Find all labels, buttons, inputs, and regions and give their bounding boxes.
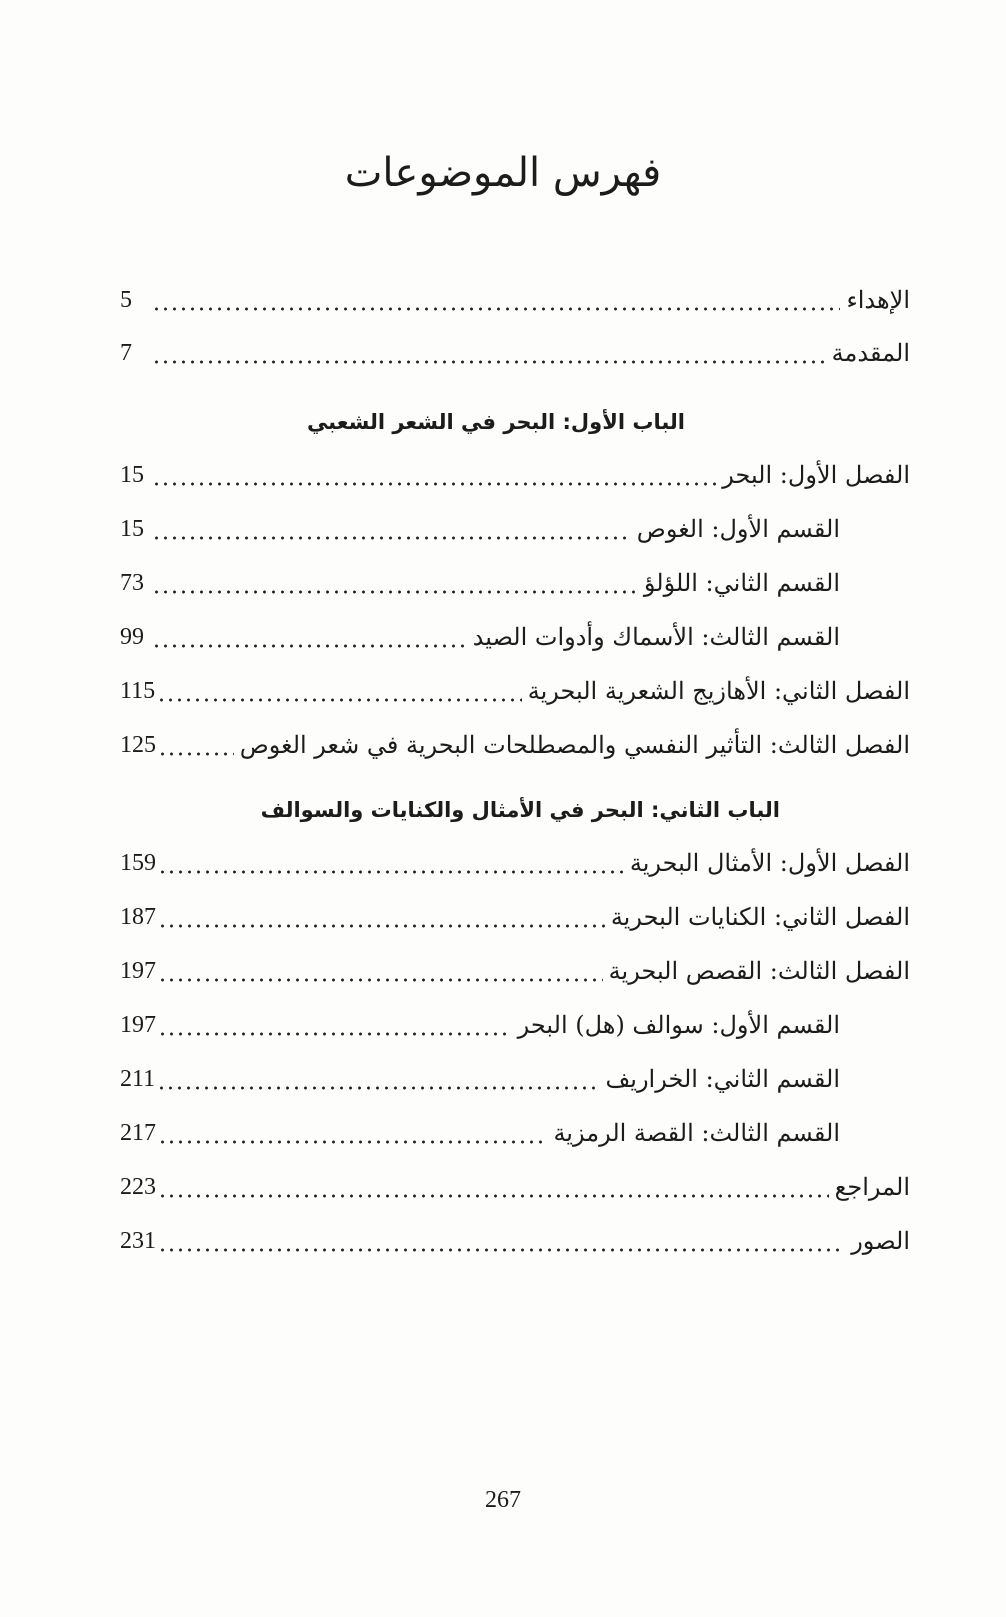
dot-leader bbox=[152, 461, 716, 487]
toc-entry-introduction bbox=[120, 333, 910, 373]
toc-entry-label: القسم الأول: الغوص bbox=[636, 515, 840, 543]
dot-leader bbox=[152, 515, 631, 541]
toc-entry bbox=[120, 951, 910, 991]
dot-leader bbox=[158, 1119, 547, 1145]
toc-entry-page: 231 bbox=[120, 1228, 156, 1254]
toc-entry-label: الفصل الأول: الأمثال البحرية bbox=[629, 849, 910, 877]
dot-leader bbox=[158, 1173, 829, 1199]
toc-entry-label: الإهداء bbox=[846, 286, 910, 314]
toc-entry bbox=[120, 843, 910, 883]
toc-entry-page: 197 bbox=[120, 1012, 156, 1038]
toc-entry-page: 187 bbox=[120, 904, 156, 930]
toc-entry-page: 197 bbox=[120, 958, 156, 984]
toc-entry-label: القسم الثالث: القصة الرمزية bbox=[553, 1119, 840, 1147]
toc-entry-label: الفصل الثالث: القصص البحرية bbox=[608, 957, 910, 985]
dot-leader bbox=[158, 957, 603, 983]
part-one-heading: الباب الأول: البحر في الشعر الشعبي bbox=[306, 410, 685, 434]
dot-leader bbox=[158, 1227, 845, 1253]
toc-entry-page: 125 bbox=[120, 732, 156, 758]
toc-entry-page: 7 bbox=[120, 340, 132, 366]
toc-entry-images bbox=[120, 1221, 910, 1261]
page-title: فهرس الموضوعات bbox=[344, 150, 662, 196]
dot-leader bbox=[152, 623, 467, 649]
dot-leader bbox=[158, 849, 624, 875]
toc-entry-page: 99 bbox=[120, 624, 144, 650]
dot-leader bbox=[152, 569, 638, 595]
toc-entry bbox=[120, 455, 910, 495]
toc-entry-page: 223 bbox=[120, 1174, 156, 1200]
toc-entry-label: الفصل الثالث: التأثير النفسي والمصطلحات البحرية في شعر الغوص bbox=[239, 731, 910, 759]
toc-entry-page: 211 bbox=[120, 1066, 156, 1092]
dot-leader bbox=[157, 677, 522, 703]
toc-entry-label: الفصل الثاني: الكنايات البحرية bbox=[610, 903, 910, 931]
page-number: 267 bbox=[485, 1487, 521, 1513]
toc-entry-label: الفصل الثاني: الأهازيج الشعرية البحرية bbox=[527, 677, 910, 705]
toc-entry-page: 159 bbox=[120, 850, 156, 876]
toc-entry-page: 15 bbox=[120, 462, 144, 488]
toc-entry-label: المقدمة bbox=[831, 339, 910, 367]
toc-entry-dedication bbox=[120, 280, 910, 320]
toc-entry-label: القسم الثاني: الخراريف bbox=[605, 1065, 840, 1093]
toc-entry bbox=[120, 725, 910, 765]
toc-entry bbox=[120, 1059, 910, 1099]
toc-entry-label: المراجع bbox=[834, 1173, 910, 1201]
part-two-heading: الباب الثاني: البحر في الأمثال والكنايات والسوالف bbox=[260, 798, 780, 822]
toc-entry-references bbox=[120, 1167, 910, 1207]
toc-entry-page: 5 bbox=[120, 287, 132, 313]
toc-entry-page: 217 bbox=[120, 1120, 156, 1146]
toc-entry bbox=[120, 563, 910, 603]
dot-leader bbox=[158, 731, 234, 757]
toc-entry-label: الصور bbox=[851, 1227, 910, 1255]
toc-entry-label: القسم الثاني: اللؤلؤ bbox=[643, 569, 840, 597]
dot-leader bbox=[158, 903, 605, 929]
dot-leader bbox=[152, 339, 826, 365]
toc-entry-page: 73 bbox=[120, 570, 144, 596]
toc-entry-label: القسم الثالث: الأسماك وأدوات الصيد bbox=[472, 623, 840, 651]
toc-entry-label: القسم الأول: سوالف (هل) البحر bbox=[517, 1011, 840, 1039]
toc-entry bbox=[120, 1113, 910, 1153]
toc-entry bbox=[120, 617, 910, 657]
toc-entry-page: 15 bbox=[120, 516, 144, 542]
toc-entry-page: 115 bbox=[120, 678, 156, 704]
toc-entry bbox=[120, 1005, 910, 1045]
toc-entry bbox=[120, 509, 910, 549]
dot-leader bbox=[158, 1011, 512, 1037]
dot-leader bbox=[152, 286, 840, 312]
toc-entry bbox=[120, 897, 910, 937]
toc-entry-label: الفصل الأول: البحر bbox=[722, 461, 910, 489]
dot-leader bbox=[157, 1065, 599, 1091]
toc-entry bbox=[120, 671, 910, 711]
